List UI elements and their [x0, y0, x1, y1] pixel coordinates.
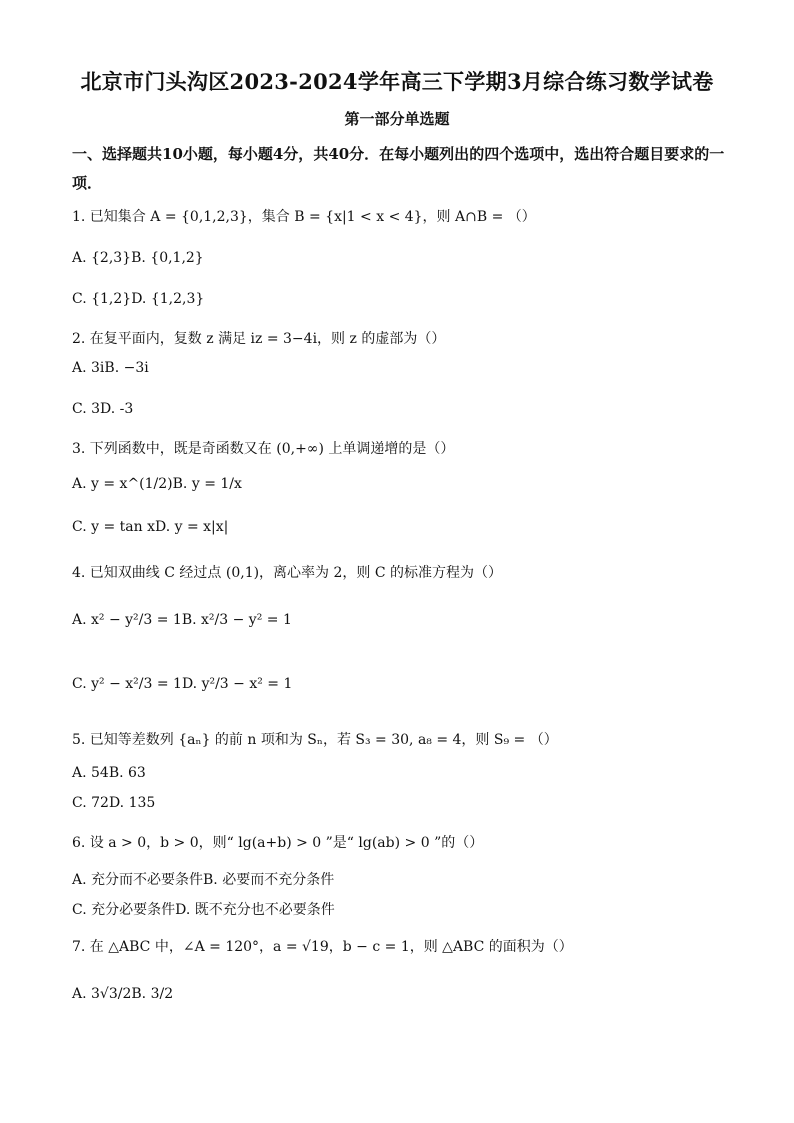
question-1-options-ab — [72, 250, 204, 266]
question-6-options-cd — [72, 899, 335, 919]
option-b: B. 3/2 — [131, 986, 174, 1002]
option-c: C. y² − x²/3 = 1 — [72, 676, 182, 692]
option-b: B. x²/3 − y² = 1 — [181, 612, 292, 628]
option-c: C. 3 — [72, 401, 101, 417]
question-3-options-cd — [72, 519, 228, 535]
option-b: B. {0,1,2} — [131, 250, 204, 266]
question-5-stem: 5. 已知等差数列 {aₙ} 的前 n 项和为 Sₙ，若 S₃ = 30, a₈ = 4，则 S₉ = （） — [72, 732, 558, 748]
option-d: D. {1,2,3} — [131, 291, 205, 307]
question-7-options-ab — [72, 986, 173, 1002]
option-d: D. 135 — [108, 795, 156, 811]
question-5-options-ab — [72, 765, 146, 781]
option-b: B. y = 1/x — [172, 476, 242, 492]
option-d: D. 既不充分也不必要条件 — [175, 902, 335, 918]
option-b: B. −3i — [104, 360, 149, 376]
page-title: 北京市门头沟区2023-2024学年高三下学期3月综合练习数学试卷 — [80, 69, 714, 94]
question-3-options-ab — [72, 476, 242, 492]
option-d: D. y²/3 − x² = 1 — [181, 676, 293, 692]
option-d: D. -3 — [100, 401, 134, 417]
option-a: A. 3i — [72, 360, 105, 376]
section-instructions: 一、选择题共10小题，每小题4分，共40分．在每小题列出的四个选项中，选出符合题目要求的一项． — [72, 145, 725, 192]
option-a: A. y = x^(1/2) — [72, 476, 173, 492]
option-a: A. 充分而不必要条件 — [72, 872, 204, 888]
question-5-options-cd — [72, 795, 155, 811]
question-4-options-cd — [72, 676, 292, 692]
option-c: C. 充分必要条件 — [72, 902, 176, 918]
question-6-stem: 6. 设 a > 0，b > 0，则“ lg(a+b) > 0 ”是“ lg(ab) > 0 ”的（） — [72, 835, 484, 851]
question-6-options-ab — [72, 869, 334, 889]
question-1-options-cd — [72, 291, 204, 307]
option-a: A. 54 — [72, 765, 109, 781]
option-b: B. 63 — [108, 765, 146, 781]
question-2-options-ab — [72, 360, 149, 376]
option-c: C. y = tan x — [72, 519, 155, 535]
question-3-stem: 3. 下列函数中，既是奇函数又在 (0,+∞) 上单调递增的是（） — [72, 441, 455, 457]
question-2-stem: 2. 在复平面内，复数 z 满足 iz = 3−4i，则 z 的虚部为（） — [72, 331, 446, 347]
question-7-stem: 7. 在 △ABC 中，∠A = 120°，a = √19，b − c = 1，则 △ABC 的面积为（） — [72, 939, 573, 955]
question-4-stem: 4. 已知双曲线 C 经过点 (0,1)，离心率为 2，则 C 的标准方程为（） — [72, 565, 503, 581]
option-a: A. {2,3} — [72, 250, 132, 266]
question-4-options-ab — [72, 612, 292, 628]
question-1-stem: 1. 已知集合 A = {0,1,2,3}，集合 B = {x|1 < x < 4}，则 A∩B = （） — [72, 209, 536, 225]
question-2-options-cd — [72, 401, 133, 417]
option-c: C. {1,2} — [72, 291, 132, 307]
option-c: C. 72 — [72, 795, 109, 811]
option-b: B. 必要而不充分条件 — [203, 872, 335, 888]
option-a: A. x² − y²/3 = 1 — [72, 612, 182, 628]
option-a: A. 3√3/2 — [72, 986, 132, 1002]
option-d: D. y = x|x| — [155, 519, 229, 535]
section-subtitle: 第一部分单选题 — [344, 110, 450, 128]
